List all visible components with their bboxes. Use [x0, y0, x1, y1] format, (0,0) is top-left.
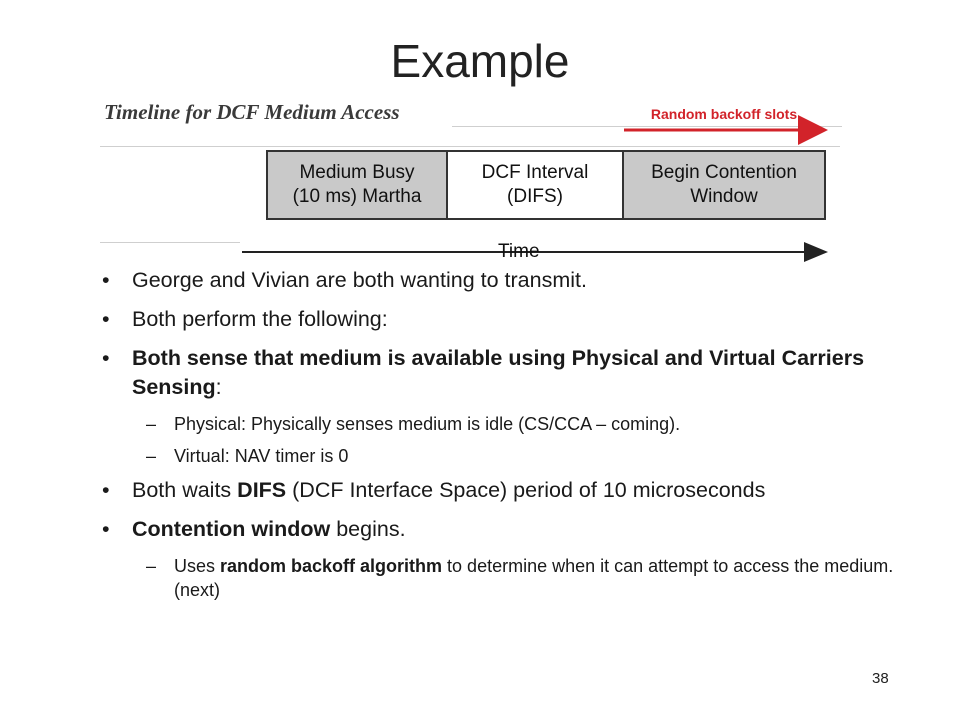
bullet-text: Both perform the following:: [132, 307, 388, 331]
sub-bullet-dash: –: [146, 446, 157, 466]
bullet-list: [100, 266, 900, 610]
sub-bullet-bold-text: random backoff algorithm: [220, 556, 443, 576]
box-line: DCF Interval: [481, 162, 589, 183]
random-backoff-label: Random backoff slots: [650, 106, 798, 122]
box-line: Medium Busy: [299, 162, 415, 183]
box-line: Window: [690, 186, 758, 207]
page-number: 38: [872, 670, 889, 687]
box-line: (DIFS): [507, 186, 563, 207]
dcf-interval-box: [446, 150, 624, 220]
sub-bullet-dash: –: [146, 556, 157, 576]
bullet-text: begins.: [330, 517, 406, 541]
box-line: Begin Contention: [651, 162, 797, 183]
bullet-bold-text: Contention window: [132, 517, 331, 541]
sub-bullet-text: Physical: Physically senses medium is idle (CS/CCA – coming).: [174, 414, 681, 434]
sub-bullet-text: Uses: [174, 556, 221, 576]
figure-title: Timeline for DCF Medium Access: [104, 100, 400, 124]
time-axis-label: Time: [498, 241, 540, 262]
sub-bullet-text: Virtual: NAV timer is 0: [174, 446, 349, 466]
slide-title: Example: [390, 35, 570, 87]
sub-bullet-text: to determine when it can attempt to access the medium. (next): [174, 556, 894, 600]
dcf-timeline-figure: [92, 96, 852, 266]
bullet-item: [100, 266, 900, 295]
bullet-item: [100, 476, 900, 505]
medium-busy-box: [266, 150, 448, 220]
bullet-item: [100, 305, 900, 334]
bullet-item: [100, 515, 900, 544]
box-line: (10 ms) Martha: [292, 186, 422, 207]
sub-bullet-item: [100, 444, 900, 468]
bullet-text: George and Vivian are both wanting to transmit.: [132, 268, 587, 292]
bullet-bold-text: DIFS: [237, 478, 287, 502]
bullet-item: [100, 344, 900, 402]
bullet-text: :: [215, 375, 222, 399]
bullet-text: Both waits: [132, 478, 238, 502]
bullet-bold-text: Both sense that medium is available using Physical and Virtual Carriers Sensing: [132, 346, 865, 399]
bullet-text: (DCF Interface Space) period of 10 microseconds: [286, 478, 766, 502]
sub-bullet-dash: –: [146, 414, 157, 434]
sub-bullet-item: [100, 554, 900, 602]
contention-window-box: [622, 150, 826, 220]
sub-bullet-item: [100, 412, 900, 436]
